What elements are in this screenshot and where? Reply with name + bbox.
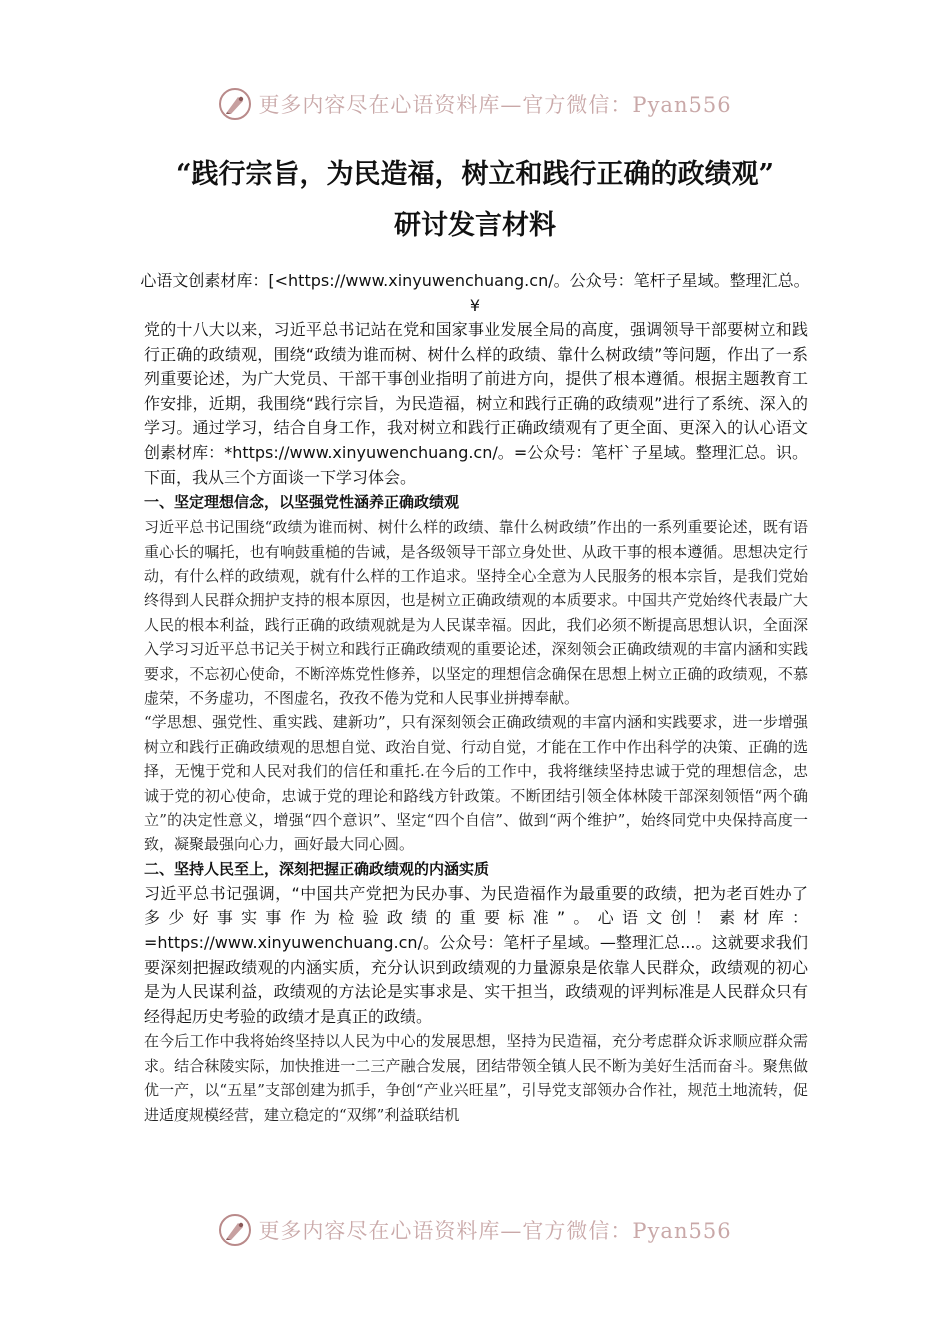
pen-nib-logo-icon: [218, 1213, 252, 1247]
footer-banner: [0, 1208, 950, 1252]
section-heading-1: 一、坚定理想信念，以坚强党性涵养正确政绩观: [144, 493, 460, 512]
document-title-line1: “践行宗旨，为民造福，树立和践行正确的政绩观”: [175, 159, 775, 190]
source-note: 心语文创素材库：[<https://www.xinyuwenchuang.cn/。公众号：笔杆子星域。整理汇总。¥: [140, 271, 810, 315]
section-heading-2: 二、坚持人民至上，深刻把握正确政绩观的内涵实质: [144, 859, 490, 878]
paragraph-section1-a: 习近平总书记围绕“政绩为谁而树、树什么样的政绩、靠什么树政绩”作出的一系列重要论述，既有语重心长的嘱托，也有响鼓重槌的告诫，是各级领导干部立身处世、从政干事的根本遵循。思想决定行动，有什么样的政绩观，就有什么样的工作追求。坚持全心全意为人民服务的根本宗旨，是我们党始终得到人民群众拥护支持的根本原因，也是树立正确政绩观的本质要求。中国共产党始终代表最广大人民的根本利益，践行正确的政绩观就是为人民谋幸福。因此，我们必须不断提高思想认识，全面深入学习习近平总书记关于树立和践行正确政绩观的重要论述，深刻领会正确政绩观的丰富内涵和实践要求，不忘初心使命，不断淬炼党性修养，以坚定的理想信念确保在思想上树立正确的政绩观，不慕虚荣，不务虚功，不图虚名，孜孜不倦为党和人民事业拼搏奉献。: [144, 518, 808, 707]
banner-text: 更多内容尽在心语资料库—官方微信：Pyan556: [258, 1219, 732, 1243]
document-title-line2: 研讨发言材料: [394, 210, 556, 241]
pen-nib-logo-icon: [218, 87, 252, 121]
paragraph-intro: 党的十八大以来，习近平总书记站在党和国家事业发展全局的高度，强调领导干部要树立和践行正确的政绩观，围绕“政绩为谁而树、树什么样的政绩、靠什么树政绩”等问题，作出了一系列重要论述，为广大党员、干部干事创业指明了前进方向，提供了根本遵循。根据主题教育工作安排，近期，我围绕“践行宗旨，为民造福，树立和践行正确的政绩观”进行了系统、深入的学习。通过学习，结合自身工作，我对树立和践行正确政绩观有了更全面、更深入的认心语文创素材库：*https://www.xinyuwenchuang.cn/。=公众号：笔杆`子星域。整理汇总。识。下面，我从三个方面谈一下学习体会。: [144, 320, 808, 487]
banner-text: 更多内容尽在心语资料库—官方微信：Pyan556: [258, 93, 732, 117]
document-body: [144, 318, 808, 1127]
header-banner: [0, 82, 950, 126]
paragraph-section2-a: 习近平总书记强调，“中国共产党把为民办事、为民造福作为最重要的政绩，把为老百姓办了多少好事实事作为检验政绩的重要标准”。心语文创！素材库：=https://www.xinyuwenchuang.cn/。公众号：笔杆子星域。—整理汇总...。这就要求我们要深刻把握政绩观的内涵实质，充分认识到政绩观的力量源泉是依靠人民群众，政绩观的初心是为人民谋利益，政绩观的方法论是实事求是、实干担当，政绩观的评判标准是人民群众只有经得起历史考验的政绩才是真正的政绩。: [144, 883, 808, 1026]
paragraph-section1-b: “学思想、强党性、重实践、建新功”，只有深刻领会正确政绩观的丰富内涵和实践要求，进一步增强树立和践行正确政绩观的思想自觉、政治自觉、行动自觉，才能在工作中作出科学的决策、正确的选择，无愧于党和人民对我们的信任和重托.在今后的工作中，我将继续坚持忠诚于党的理想信念，忠诚于党的初心使命，忠诚于党的理论和路线方针政策。不断团结引领全体林陵干部深刻领悟“两个确立”的决定性意义，增强“四个意识”、坚定“四个自信”、做到“两个维护”，始终同党中央保持高度一致，凝聚最强向心力，画好最大同心圆。: [144, 713, 808, 854]
paragraph-section2-b: 在今后工作中我将始终坚持以人民为中心的发展思想，坚持为民造福，充分考虑群众诉求顺应群众需求。结合秣陵实际，加快推进一二三产融合发展，团结带领全镇人民不断为美好生活而奋斗。聚焦做优一产，以“五星”支部创建为抓手，争创“产业兴旺星”，引导党支部领办合作社，规范土地流转，促进适度规模经营，建立稳定的“双绑”利益联结机: [144, 1032, 808, 1124]
